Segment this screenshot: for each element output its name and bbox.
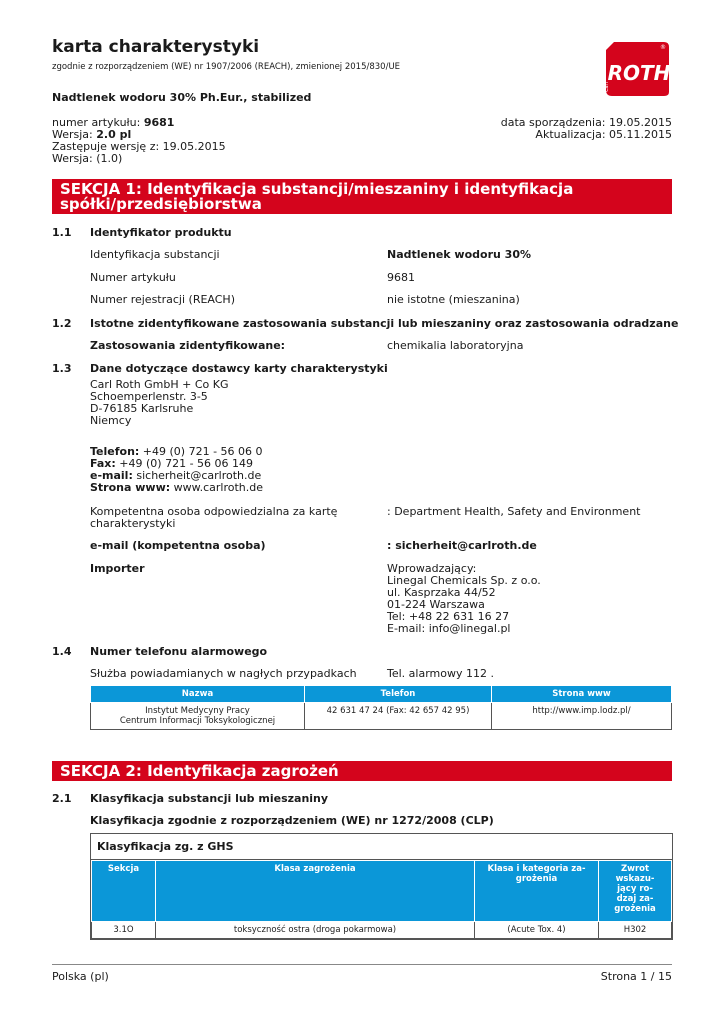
section-1-title-line2: spółki/przedsiębiorstwa xyxy=(60,195,262,213)
ghs-statement-cell: H302 xyxy=(599,922,672,939)
substance-id-value: Nadtlenek wodoru 30% xyxy=(387,248,531,261)
statement-header-line: jący ro- xyxy=(617,884,653,894)
table-row xyxy=(91,703,672,730)
subsection-1-1-heading: Identyfikator produktu xyxy=(90,226,232,239)
institution-phone-cell: 42 631 47 24 (Fax: 42 657 42 95) xyxy=(305,703,492,730)
address-line: D-76185 Karlsruhe xyxy=(90,402,194,415)
email-label: e-mail: xyxy=(90,469,133,482)
emergency-contacts-table xyxy=(90,685,672,730)
version-number: 2.0 pl xyxy=(96,128,132,141)
subsection-1-1-number: 1.1 xyxy=(52,226,72,239)
emergency-service-label: Służba powiadamianych w nagłych przypadkach xyxy=(90,667,357,680)
article-label: numer artykułu: xyxy=(52,116,141,129)
fax-label: Fax: xyxy=(90,457,116,470)
ghs-category-cell: (Acute Tox. 4) xyxy=(475,922,599,939)
email-value: sicherheit@carlroth.de xyxy=(132,469,262,482)
document-title: karta charakterystyki xyxy=(52,37,260,57)
article-number-label: Numer artykułu xyxy=(90,271,176,284)
ghs-classification-title: Klasyfikacja zg. z GHS xyxy=(91,834,672,860)
address-line: Schoemperlenstr. 3-5 xyxy=(90,390,208,403)
importer-line: ul. Kasprzaka 44/52 xyxy=(387,586,496,599)
footer-language: Polska (pl) xyxy=(52,970,109,983)
subsection-2-1-heading: Klasyfikacja substancji lub mieszaniny xyxy=(90,792,329,805)
document-meta-left xyxy=(52,117,226,165)
emergency-service-value: Tel. alarmowy 112 . xyxy=(387,667,494,680)
column-header-name: Nazwa xyxy=(91,686,305,703)
identified-uses-label: Zastosowania zidentyfikowane: xyxy=(90,339,286,352)
substance-id-label: Identyfikacja substancji xyxy=(90,248,220,261)
column-header-category xyxy=(475,861,599,922)
ghs-classification-box xyxy=(90,833,673,940)
supplier-address xyxy=(90,379,229,427)
carl-roth-logo xyxy=(604,40,671,98)
competent-person-value: : Department Health, Safety and Environment xyxy=(387,505,641,518)
svg-text:ROTH: ROTH xyxy=(607,61,671,85)
importer-details xyxy=(387,563,541,635)
importer-label: Importer xyxy=(90,562,145,575)
subsection-1-4-number: 1.4 xyxy=(52,645,72,658)
ghs-section-cell: 3.1O xyxy=(92,922,156,939)
importer-line: Tel: +48 22 631 16 27 xyxy=(387,610,510,623)
svg-text:®: ® xyxy=(660,44,666,51)
phone-label: Telefon: xyxy=(90,445,140,458)
article-number-value: 9681 xyxy=(387,271,415,284)
address-line: Carl Roth GmbH + Co KG xyxy=(90,378,229,391)
svg-text:Carl: Carl xyxy=(604,82,610,92)
fax-value: +49 (0) 721 - 56 06 149 xyxy=(115,457,254,470)
column-header-phone: Telefon xyxy=(305,686,492,703)
statement-header-line: wskazu- xyxy=(615,874,655,884)
competent-person-label xyxy=(90,506,337,530)
subsection-2-1-number: 2.1 xyxy=(52,792,72,805)
phone-value: +49 (0) 721 - 56 06 0 xyxy=(139,445,263,458)
address-line: Niemcy xyxy=(90,414,132,427)
section-1-title-line1: SEKCJA 1: Identyfikacja substancji/mieszaniny i identyfikacja xyxy=(60,180,574,198)
importer-line: E-mail: info@linegal.pl xyxy=(387,622,511,635)
section-1-header xyxy=(52,179,672,214)
column-header-section: Sekcja xyxy=(92,861,156,922)
category-header-line: Klasa i kategoria za- xyxy=(487,864,586,874)
footer-page-number: Strona 1 / 15 xyxy=(600,970,672,983)
ghs-classification-table xyxy=(91,860,672,939)
document-meta-right xyxy=(501,117,672,141)
statement-header-line: Zwrot xyxy=(620,864,650,874)
ghs-hazard-class-cell: toksyczność ostra (droga pokarmowa) xyxy=(156,922,475,939)
institution-name-line: Centrum Informacji Toksykologicznej xyxy=(119,716,276,726)
column-header-hazard-class: Klasa zagrożenia xyxy=(156,861,475,922)
clp-classification-heading: Klasyfikacja zgodnie z rozporządzeniem (WE) nr 1272/2008 (CLP) xyxy=(90,814,494,827)
institution-name-cell xyxy=(91,703,305,730)
subsection-1-2-number: 1.2 xyxy=(52,317,72,330)
document-subtitle: zgodnie z rozporządzeniem (WE) nr 1907/2006 (REACH), zmienionej 2015/830/UE xyxy=(52,62,401,72)
reach-number-value: nie istotne (mieszanina) xyxy=(387,293,520,306)
table-row xyxy=(92,922,672,939)
competent-label-line: Kompetentna osoba odpowiedzialna za kartę xyxy=(90,505,338,518)
statement-header-line: grożenia xyxy=(614,904,656,914)
replaces-version: Wersja: (1.0) xyxy=(52,152,123,165)
replaces-date: Zastępuje wersję z: 19.05.2015 xyxy=(52,140,226,153)
section-2-title: SEKCJA 2: Identyfikacja zagrożeń xyxy=(60,762,339,780)
column-header-www: Strona www xyxy=(492,686,672,703)
importer-line: Linegal Chemicals Sp. z o.o. xyxy=(387,574,541,587)
date-created: data sporządzenia: 19.05.2015 xyxy=(500,116,672,129)
supplier-contacts xyxy=(90,446,263,494)
footer-divider xyxy=(52,964,672,965)
subsection-1-3-heading: Dane dotyczące dostawcy karty charakterystyki xyxy=(90,362,388,375)
subsection-1-3-number: 1.3 xyxy=(52,362,72,375)
identified-uses-value: chemikalia laboratoryjna xyxy=(387,339,524,352)
importer-line: 01-224 Warszawa xyxy=(387,598,485,611)
article-number: 9681 xyxy=(143,116,175,129)
competent-email-label: e-mail (kompetentna osoba) xyxy=(90,539,266,552)
competent-label-line: charakterystyki xyxy=(90,517,176,530)
date-updated: Aktualizacja: 05.11.2015 xyxy=(535,128,672,141)
product-name: Nadtlenek wodoru 30% Ph.Eur., stabilized xyxy=(52,91,312,104)
subsection-1-2-heading: Istotne zidentyfikowane zastosowania substancji lub mieszaniny oraz zastosowania odradzane xyxy=(90,317,679,330)
www-label: Strona www: xyxy=(90,481,171,494)
section-2-header xyxy=(52,761,672,781)
www-value: www.carlroth.de xyxy=(170,481,264,494)
statement-header-line: dzaj za- xyxy=(616,894,654,904)
competent-email-value: : sicherheit@carlroth.de xyxy=(387,539,537,552)
institution-name-line: Instytut Medycyny Pracy xyxy=(145,706,250,716)
version-label: Wersja: xyxy=(52,128,93,141)
institution-www-cell: http://www.imp.lodz.pl/ xyxy=(492,703,672,730)
column-header-statement xyxy=(599,861,672,922)
category-header-line: grożenia xyxy=(515,874,558,884)
reach-number-label: Numer rejestracji (REACH) xyxy=(90,293,235,306)
importer-line: Wprowadzający: xyxy=(387,562,477,575)
subsection-1-4-heading: Numer telefonu alarmowego xyxy=(90,645,268,658)
